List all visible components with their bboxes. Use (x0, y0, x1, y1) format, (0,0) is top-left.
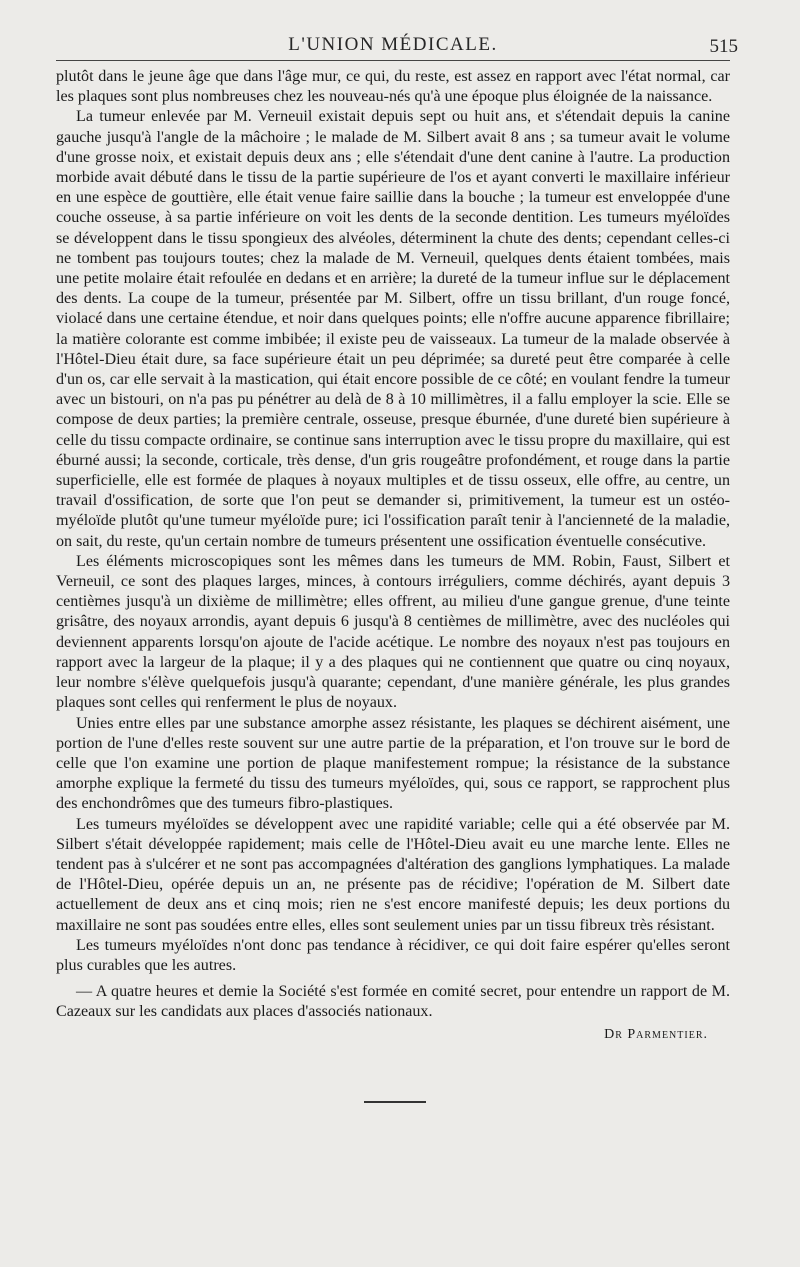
journal-title: L'UNION MÉDICALE. (288, 34, 498, 55)
header-rule (56, 60, 730, 61)
paragraph: Les éléments microscopiques sont les mêmes dans les tumeurs de MM. Robin, Faust, Silbert et Verneuil, ce sont des plaques larges, minces, à contours irréguliers, comme déchirés, ayant depuis 3 centièmes jusqu'à un dixième de millimètre; elles offrent, au milieu d'une gangue grenue, d'une teinte grisâtre, des noyaux arrondis, ayant depuis 6 jusqu'à 8 centièmes de millimètre, avec des nucléoles qui deviennent apparents lorsqu'on ajoute de l'acide acétique. Le nombre des noyaux n'est pas toujours en rapport avec la largeur de la plaque; il y a des plaques qui ne contiennent que quatre ou cinq noyaux, leur nombre s'élève quelquefois jusqu'à quarante; cependant, d'une manière générale, les plus grandes plaques sont celles qui renferment le plus de noyaux. (56, 552, 730, 712)
paragraph: Les tumeurs myéloïdes n'ont donc pas tendance à récidiver, ce qui doit faire espérer qu'elles seront plus curables que les autres. (56, 936, 730, 974)
page-number: 515 (709, 36, 738, 57)
paragraph: Unies entre elles par une substance amorphe assez résistante, les plaques se déchirent aisément, une portion de l'une d'elles reste souvent sur une autre partie de la préparation, et l'on trouve sur le bord de celle que l'on examine une portion de plaque manifestement rompue; la résistance de la substance amorphe explique la fermeté du tissu des tumeurs myéloïdes, qui, sous ce rapport, se rapprochent plus des enchondrômes que des tumeurs fibro-plastiques. (56, 714, 730, 813)
paragraph: Les tumeurs myéloïdes se développent avec une rapidité variable; celle qui a été observée par M. Silbert s'était développée rapidement; mais celle de l'Hôtel-Dieu avait eu une marche lente. Elles ne tendent pas à s'ulcérer et ne sont pas accompagnées d'altération des ganglions lymphatiques. La malade de l'Hôtel-Dieu, opérée depuis un an, ne présente pas de récidive; l'opération de M. Silbert date actuellement de deux ans et cinq mois; rien ne s'est encore manifesté depuis; les deux portions du maxillaire ne sont pas soudées entre elles, elles sont seulement unies par un tissu fibreux très résistant. (56, 815, 730, 934)
running-header (56, 24, 738, 60)
paragraph: plutôt dans le jeune âge que dans l'âge mur, ce qui, du reste, est assez en rapport avec l'état normal, car les plaques sont plus nombreuses chez les nouveau-nés qu'à une époque plus éloignée de la naissance. (56, 68, 730, 106)
paragraph: La tumeur enlevée par M. Verneuil existait depuis sept ou huit ans, et s'étendait depuis la canine gauche jusqu'à l'angle de la mâchoire ; le malade de M. Silbert avait 8 ans ; sa tumeur avait le volume d'une grosse noix, et existait depuis deux ans ; elle s'étendait d'une dent canine à l'autre. La production morbide avait débuté dans le tissu de la partie supérieure de l'os et ayant converti le maxillaire inférieur en une espèce de gouttière, elle était venue faire saillie dans la bouche ; la tumeur est enveloppée d'une couche osseuse, à sa partie inférieure on voit les dents de la seconde dentition. Les tumeurs myéloïdes se développent dans le tissu spongieux des alvéoles, déterminent la chute des dents; cependant celles-ci ne tombent pas toujours toutes; chez la malade de M. Verneuil, quelques dents étaient tombées, mais une petite molaire était refoulée en dedans et en arrière; la dureté de la tumeur influe sur le déplacement des dents. La coupe de la tumeur, présentée par M. Silbert, offre un tissu brillant, d'un rouge foncé, violacé dans une certaine étendue, et noir dans quelques points; elle n'offre aucune apparence fibrillaire; la matière colorante est comme imbibée; il existe peu de vaisseaux. La tumeur de la malade observée à l'Hôtel-Dieu était dure, sa face supérieure était un peu déprimée; sa dureté peut être comparée à celle d'un os, car elle servait à la mastication, qui était encore possible de ce côté; en voulant fendre la tumeur avec un bistouri, on n'a pas pu pénétrer au delà de 8 à 10 millimètres, il a fallu employer la scie. Elle se compose de deux parties; la première centrale, osseuse, presque éburnée, d'une dureté bien supérieure à celle du tissu compacte ordinaire, se continue sans interruption avec le tissu propre du maxillaire, qui est éburné aussi; la seconde, corticale, très dense, d'un gris rougeâtre profondément, et rouge dans la partie superficielle, elle est formée de plaques à noyaux multiples et de tissu osseux, elle offre, au centre, un travail d'ossification, de sorte que l'on peut se demander si, primitivement, la tumeur est un ostéo-myéloïde plutôt qu'une tumeur myéloïde pure; ici l'ossification paraît tenir à l'ancienneté de la maladie, on sait, du reste, qu'un certain nombre de tumeurs présentent une ossification éventuelle consécutive. (56, 108, 730, 550)
closing-note: — A quatre heures et demie la Société s'est formée en comité secret, pour entendre un rapport de M. Cazeaux sur les candidats aux places d'associés nationaux. (56, 983, 730, 1021)
author-signature: Dr Parmentier. (604, 1026, 708, 1042)
article-body (56, 67, 730, 1043)
end-rule (364, 1101, 426, 1103)
